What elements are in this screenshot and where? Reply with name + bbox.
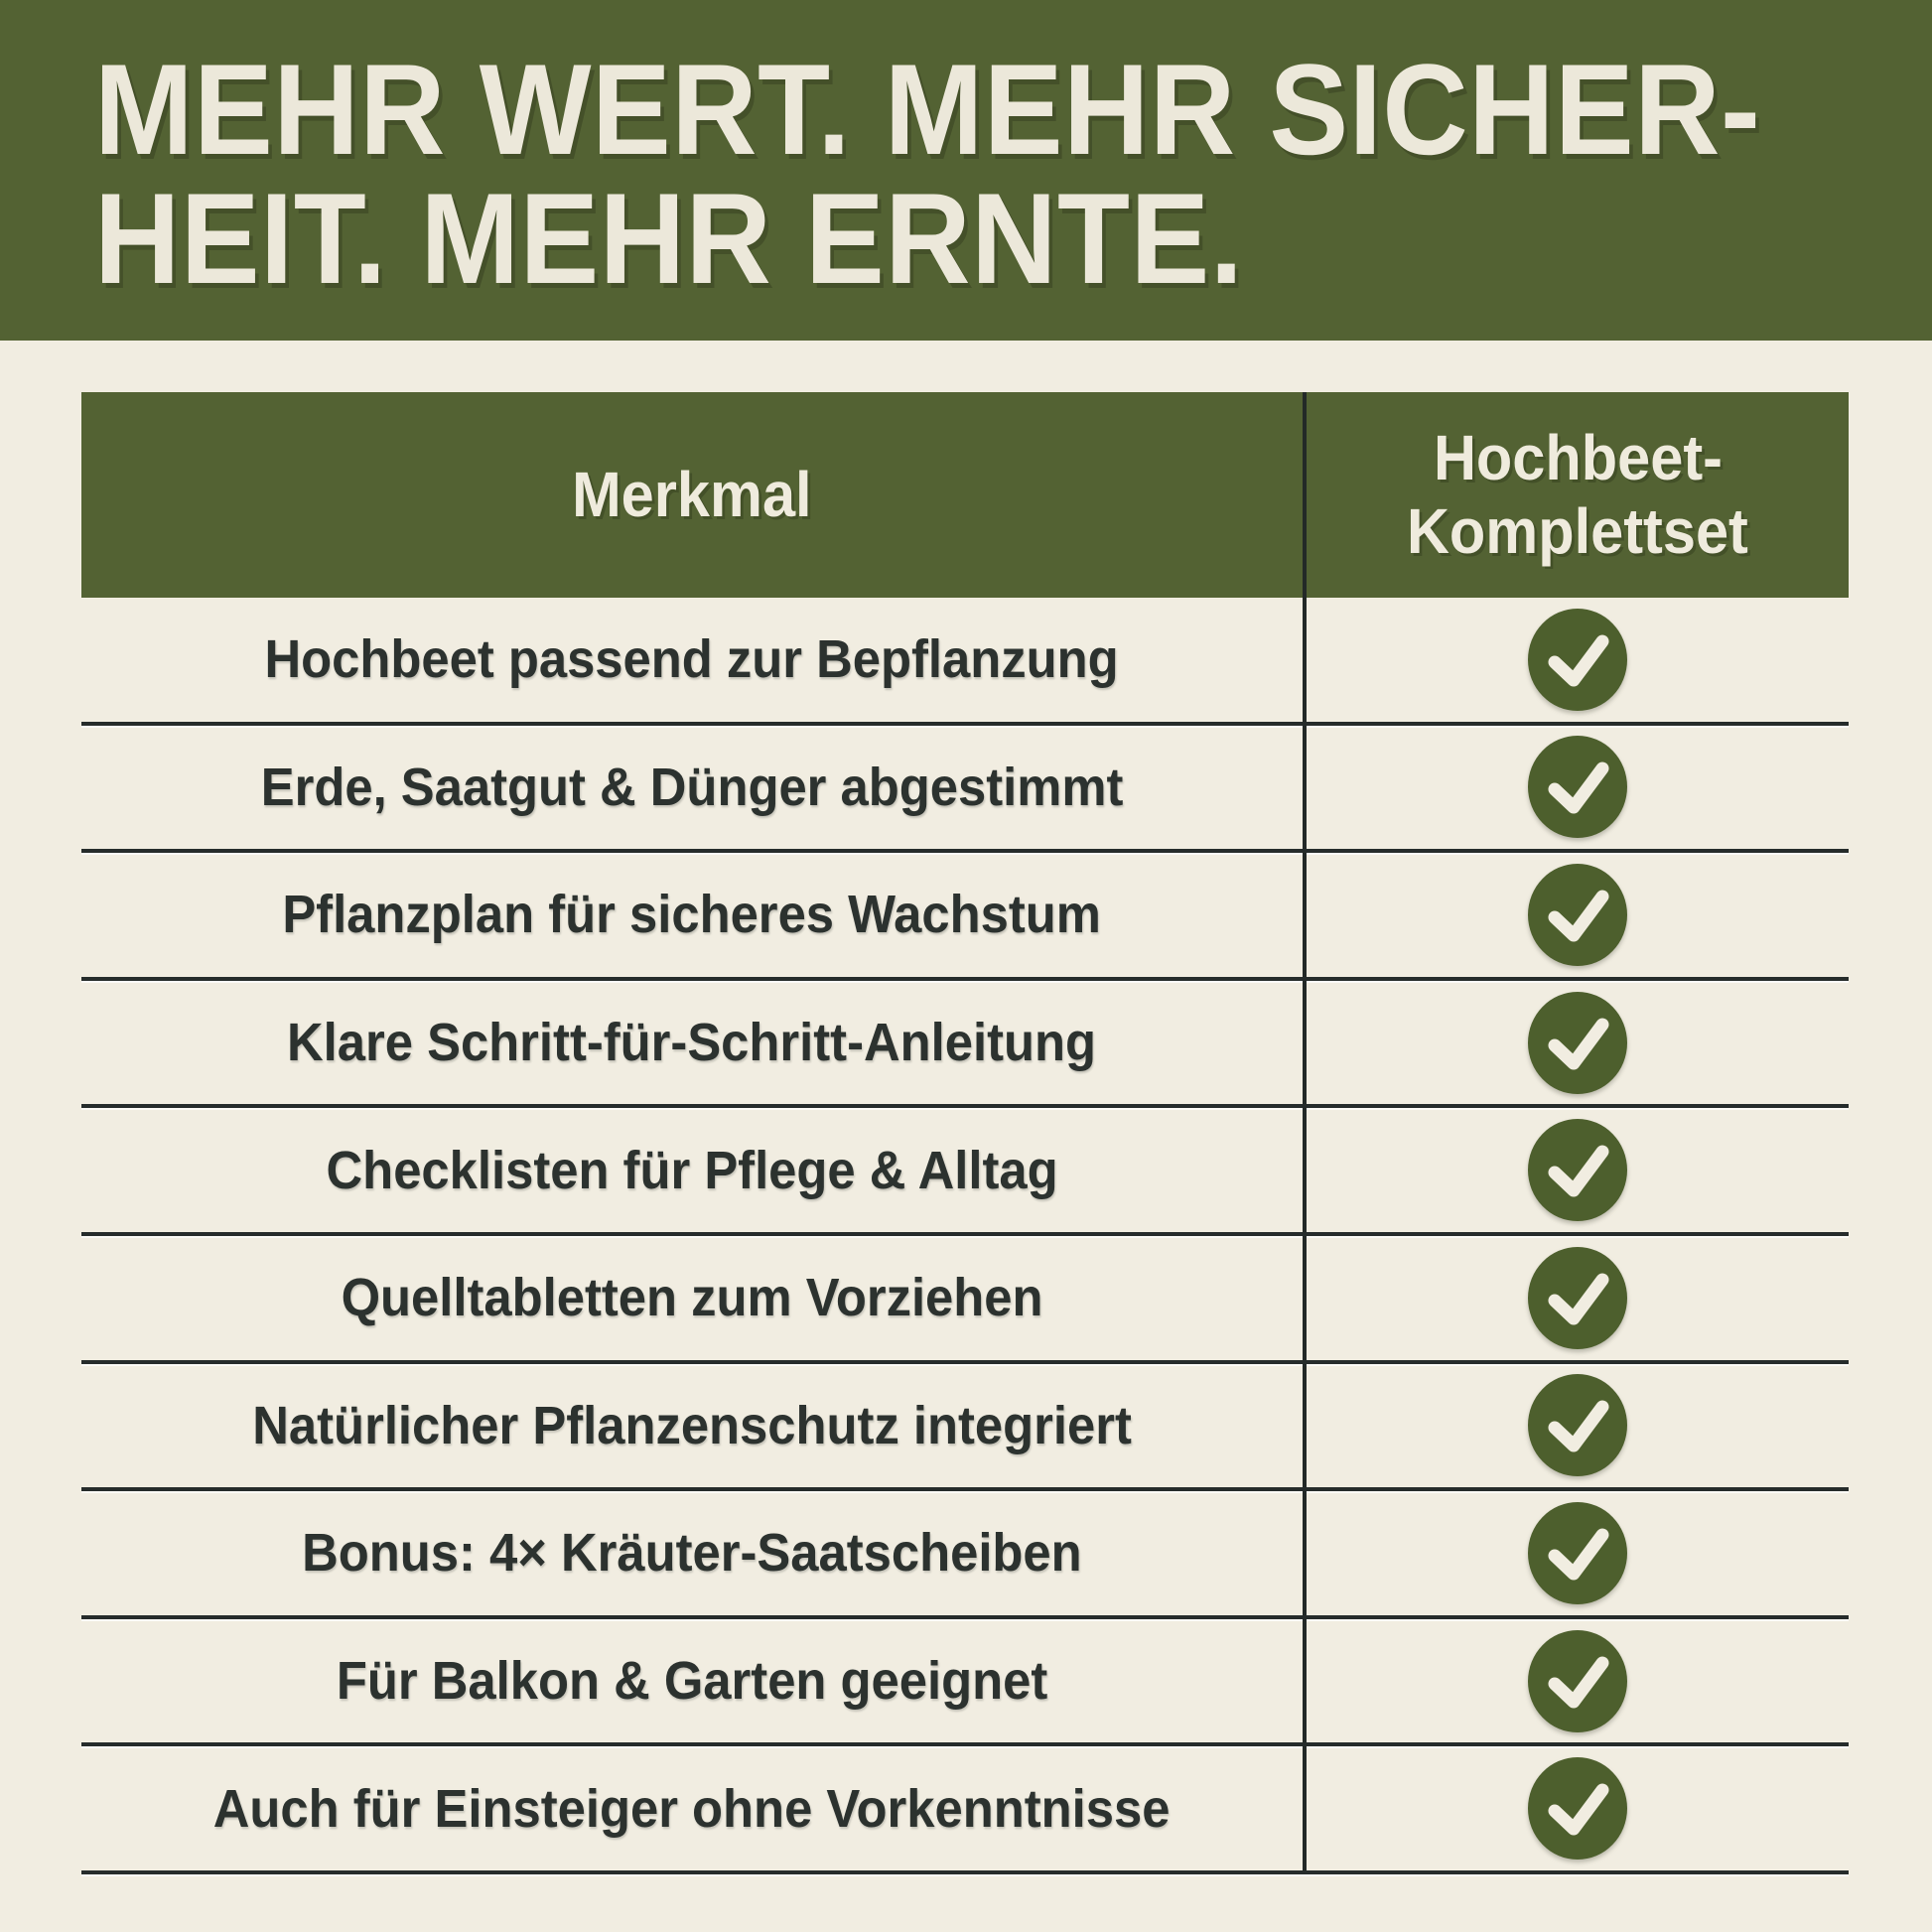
feature-check-cell	[1303, 1364, 1849, 1488]
table-row	[81, 853, 1849, 981]
page-title-line-1: MEHR WERT. MEHR SICHER-	[94, 37, 1761, 182]
table-row	[81, 981, 1849, 1109]
check-icon	[1528, 1247, 1627, 1349]
table-row	[81, 1236, 1849, 1364]
check-icon	[1528, 992, 1627, 1094]
page-title	[94, 37, 1932, 311]
feature-label-cell	[81, 598, 1303, 722]
feature-label-cell	[81, 1491, 1303, 1615]
feature-check-cell	[1303, 1108, 1849, 1232]
feature-label: Bonus: 4× Kräuter-Saatscheiben	[302, 1523, 1082, 1584]
feature-label: Quelltabletten zum Vorziehen	[341, 1268, 1043, 1328]
check-icon	[1528, 1502, 1627, 1604]
table-row	[81, 726, 1849, 854]
page-title-line-2: HEIT. MEHR ERNTE.	[94, 166, 1244, 311]
table-row	[81, 1108, 1849, 1236]
feature-check-cell	[1303, 598, 1849, 722]
column-header-product-line-2: Komplettset	[1407, 494, 1748, 567]
feature-label-cell	[81, 1619, 1303, 1743]
feature-label: Für Balkon & Garten geeignet	[336, 1651, 1048, 1712]
column-header-merkmal-label: Merkmal	[572, 458, 812, 530]
feature-check-cell	[1303, 853, 1849, 977]
feature-check-cell	[1303, 1746, 1849, 1870]
table-row	[81, 1746, 1849, 1874]
check-icon	[1528, 1374, 1627, 1476]
check-icon	[1528, 1757, 1627, 1860]
feature-check-cell	[1303, 1236, 1849, 1360]
feature-label-cell	[81, 1108, 1303, 1232]
feature-label-cell	[81, 1364, 1303, 1488]
check-icon	[1528, 1630, 1627, 1732]
check-icon	[1528, 736, 1627, 838]
feature-label-cell	[81, 853, 1303, 977]
feature-check-cell	[1303, 981, 1849, 1105]
feature-label-cell	[81, 981, 1303, 1105]
feature-label-cell	[81, 1746, 1303, 1870]
table-header-row	[81, 392, 1849, 598]
feature-label: Hochbeet passend zur Bepflanzung	[264, 629, 1120, 690]
header-banner	[0, 0, 1932, 341]
check-icon	[1528, 609, 1627, 711]
column-header-product	[1303, 392, 1849, 598]
feature-label: Pflanzplan für sicheres Wachstum	[282, 885, 1102, 945]
feature-label: Auch für Einsteiger ohne Vorkenntnisse	[213, 1778, 1171, 1839]
table-row	[81, 1619, 1849, 1747]
table-row	[81, 598, 1849, 726]
feature-label: Klare Schritt-für-Schritt-Anleitung	[287, 1013, 1097, 1073]
feature-label-cell	[81, 726, 1303, 850]
column-header-product-line-1: Hochbeet-	[1433, 421, 1723, 493]
column-header-merkmal	[81, 392, 1303, 598]
check-icon	[1528, 864, 1627, 966]
feature-check-cell	[1303, 726, 1849, 850]
feature-label: Erde, Saatgut & Dünger abgestimmt	[260, 757, 1124, 817]
table-row	[81, 1491, 1849, 1619]
feature-check-cell	[1303, 1491, 1849, 1615]
check-icon	[1528, 1119, 1627, 1221]
feature-label: Natürlicher Pflanzenschutz integriert	[252, 1395, 1132, 1455]
feature-check-cell	[1303, 1619, 1849, 1743]
comparison-table	[81, 392, 1849, 1874]
feature-label: Checklisten für Pflege & Alltag	[326, 1140, 1058, 1200]
feature-label-cell	[81, 1236, 1303, 1360]
table-row	[81, 1364, 1849, 1492]
